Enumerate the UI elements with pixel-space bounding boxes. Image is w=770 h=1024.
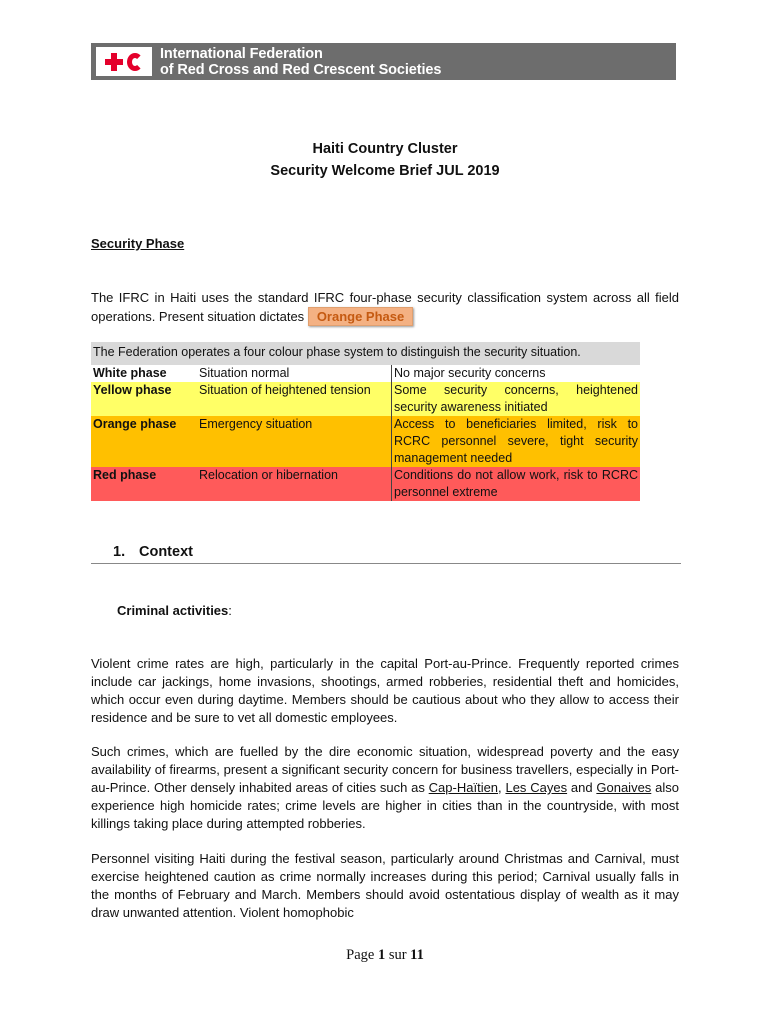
phase-name: Yellow phase	[91, 382, 197, 416]
phase-table	[91, 342, 640, 501]
footer-of-word: sur	[388, 947, 407, 963]
red-cross-icon	[105, 53, 123, 71]
link-gonaives[interactable]: Gonaives	[596, 780, 652, 795]
phase-name: Red phase	[91, 467, 197, 501]
footer-current-page: 1	[377, 947, 386, 963]
link-les-cayes[interactable]: Les Cayes	[505, 780, 568, 795]
document-title-line2: Security Welcome Brief JUL 2019	[270, 163, 500, 179]
phase-situation: Relocation or hibernation	[197, 467, 392, 501]
context-paragraph-3: Personnel visiting Haiti during the festival season, particularly around Christmas and Carnival, must exercise heightened caution as crime normally increases during this period; Carnival usually falls in the months of February and March. Members should avoid ostentatious display of wealth as it may draw unwanted attention. Violent homophobic	[91, 851, 679, 920]
para2-text-b: also experience high homicide rates; crime levels are higher in cities than in the countryside, with most killings taking place during attempted robberies.	[91, 780, 679, 831]
phase-row-white	[91, 365, 640, 382]
phase-table-caption: The Federation operates a four colour phase system to distinguish the security situation.	[91, 342, 640, 365]
para2-and: and	[570, 780, 593, 795]
org-name-line2: of Red Cross and Red Crescent Societies	[160, 61, 442, 78]
document-title-line1: Haiti Country Cluster	[312, 141, 458, 157]
security-phase-intro	[91, 289, 679, 326]
criminal-activities-heading	[117, 603, 232, 618]
security-phase-heading: Security Phase	[91, 236, 185, 251]
phase-name: Orange phase	[91, 416, 197, 467]
organization-name	[160, 46, 441, 78]
para2-text-a: Such crimes, which are fuelled by the dire economic situation, widespread poverty and the easy availability of firearms, present a significant security concern for business travellers, especially in Port-au-Prince. Other densely inhabited areas of cities such as	[91, 744, 679, 795]
phase-row-red	[91, 467, 640, 501]
phase-row-orange	[91, 416, 640, 467]
phase-situation: Emergency situation	[197, 416, 392, 467]
link-cap-haitien[interactable]: Cap-Haïtien	[428, 780, 499, 795]
phase-description: No major security concerns	[392, 365, 641, 382]
subheading-colon: :	[228, 603, 232, 618]
phase-description: Conditions do not allow work, risk to RCRC personnel extreme	[392, 467, 641, 501]
section-title: Context	[139, 544, 193, 560]
phase-situation: Situation of heightened tension	[197, 382, 392, 416]
phase-description: Some security concerns, heightened security awareness initiated	[392, 382, 641, 416]
context-paragraph-1: Violent crime rates are high, particularly in the capital Port-au-Prince. Frequently reported crimes include car jackings, home invasions, shootings, armed robberies, residential theft and homicides, which occur even during daytime. Members should be cautious about who they allow to access their residence and be sure to vet all domestic employees.	[91, 656, 679, 725]
phase-table-caption-row	[91, 342, 640, 365]
section-number: 1.	[113, 544, 126, 560]
phase-row-yellow	[91, 382, 640, 416]
context-paragraph-2: Such crimes, which are fuelled by the dire economic situation, widespread poverty and the easy availability of firearms, present a significant security concern for business travellers, especially in Port-au-Prince. Other densely inhabited areas of cities such as Cap-Haïtien, Les Cayes and Gonaives also experience high homicide rates; crime levels are higher in cities than in the countryside, with most killings taking place during attempted robberies.	[91, 744, 679, 831]
phase-situation: Situation normal	[197, 365, 392, 382]
phase-name: White phase	[91, 365, 197, 382]
current-phase-badge: Orange Phase	[308, 307, 413, 326]
red-cross-crescent-icon	[96, 47, 152, 76]
org-name-line1: International Federation	[160, 45, 323, 62]
footer-total-pages: 11	[410, 947, 424, 963]
red-crescent-icon	[127, 53, 143, 71]
page-footer	[0, 947, 770, 964]
security-phase-intro-text: The IFRC in Haiti uses the standard IFRC four-phase security classification system across all field operations. Present situation dictates	[91, 290, 679, 324]
ifrc-header-banner	[91, 43, 676, 80]
phase-description: Access to beneficiaries limited, risk to RCRC personnel severe, tight security management needed	[392, 416, 641, 467]
context-section-heading	[91, 544, 681, 564]
criminal-activities-label: Criminal activities	[117, 603, 229, 618]
footer-page-word: Page	[346, 947, 375, 963]
